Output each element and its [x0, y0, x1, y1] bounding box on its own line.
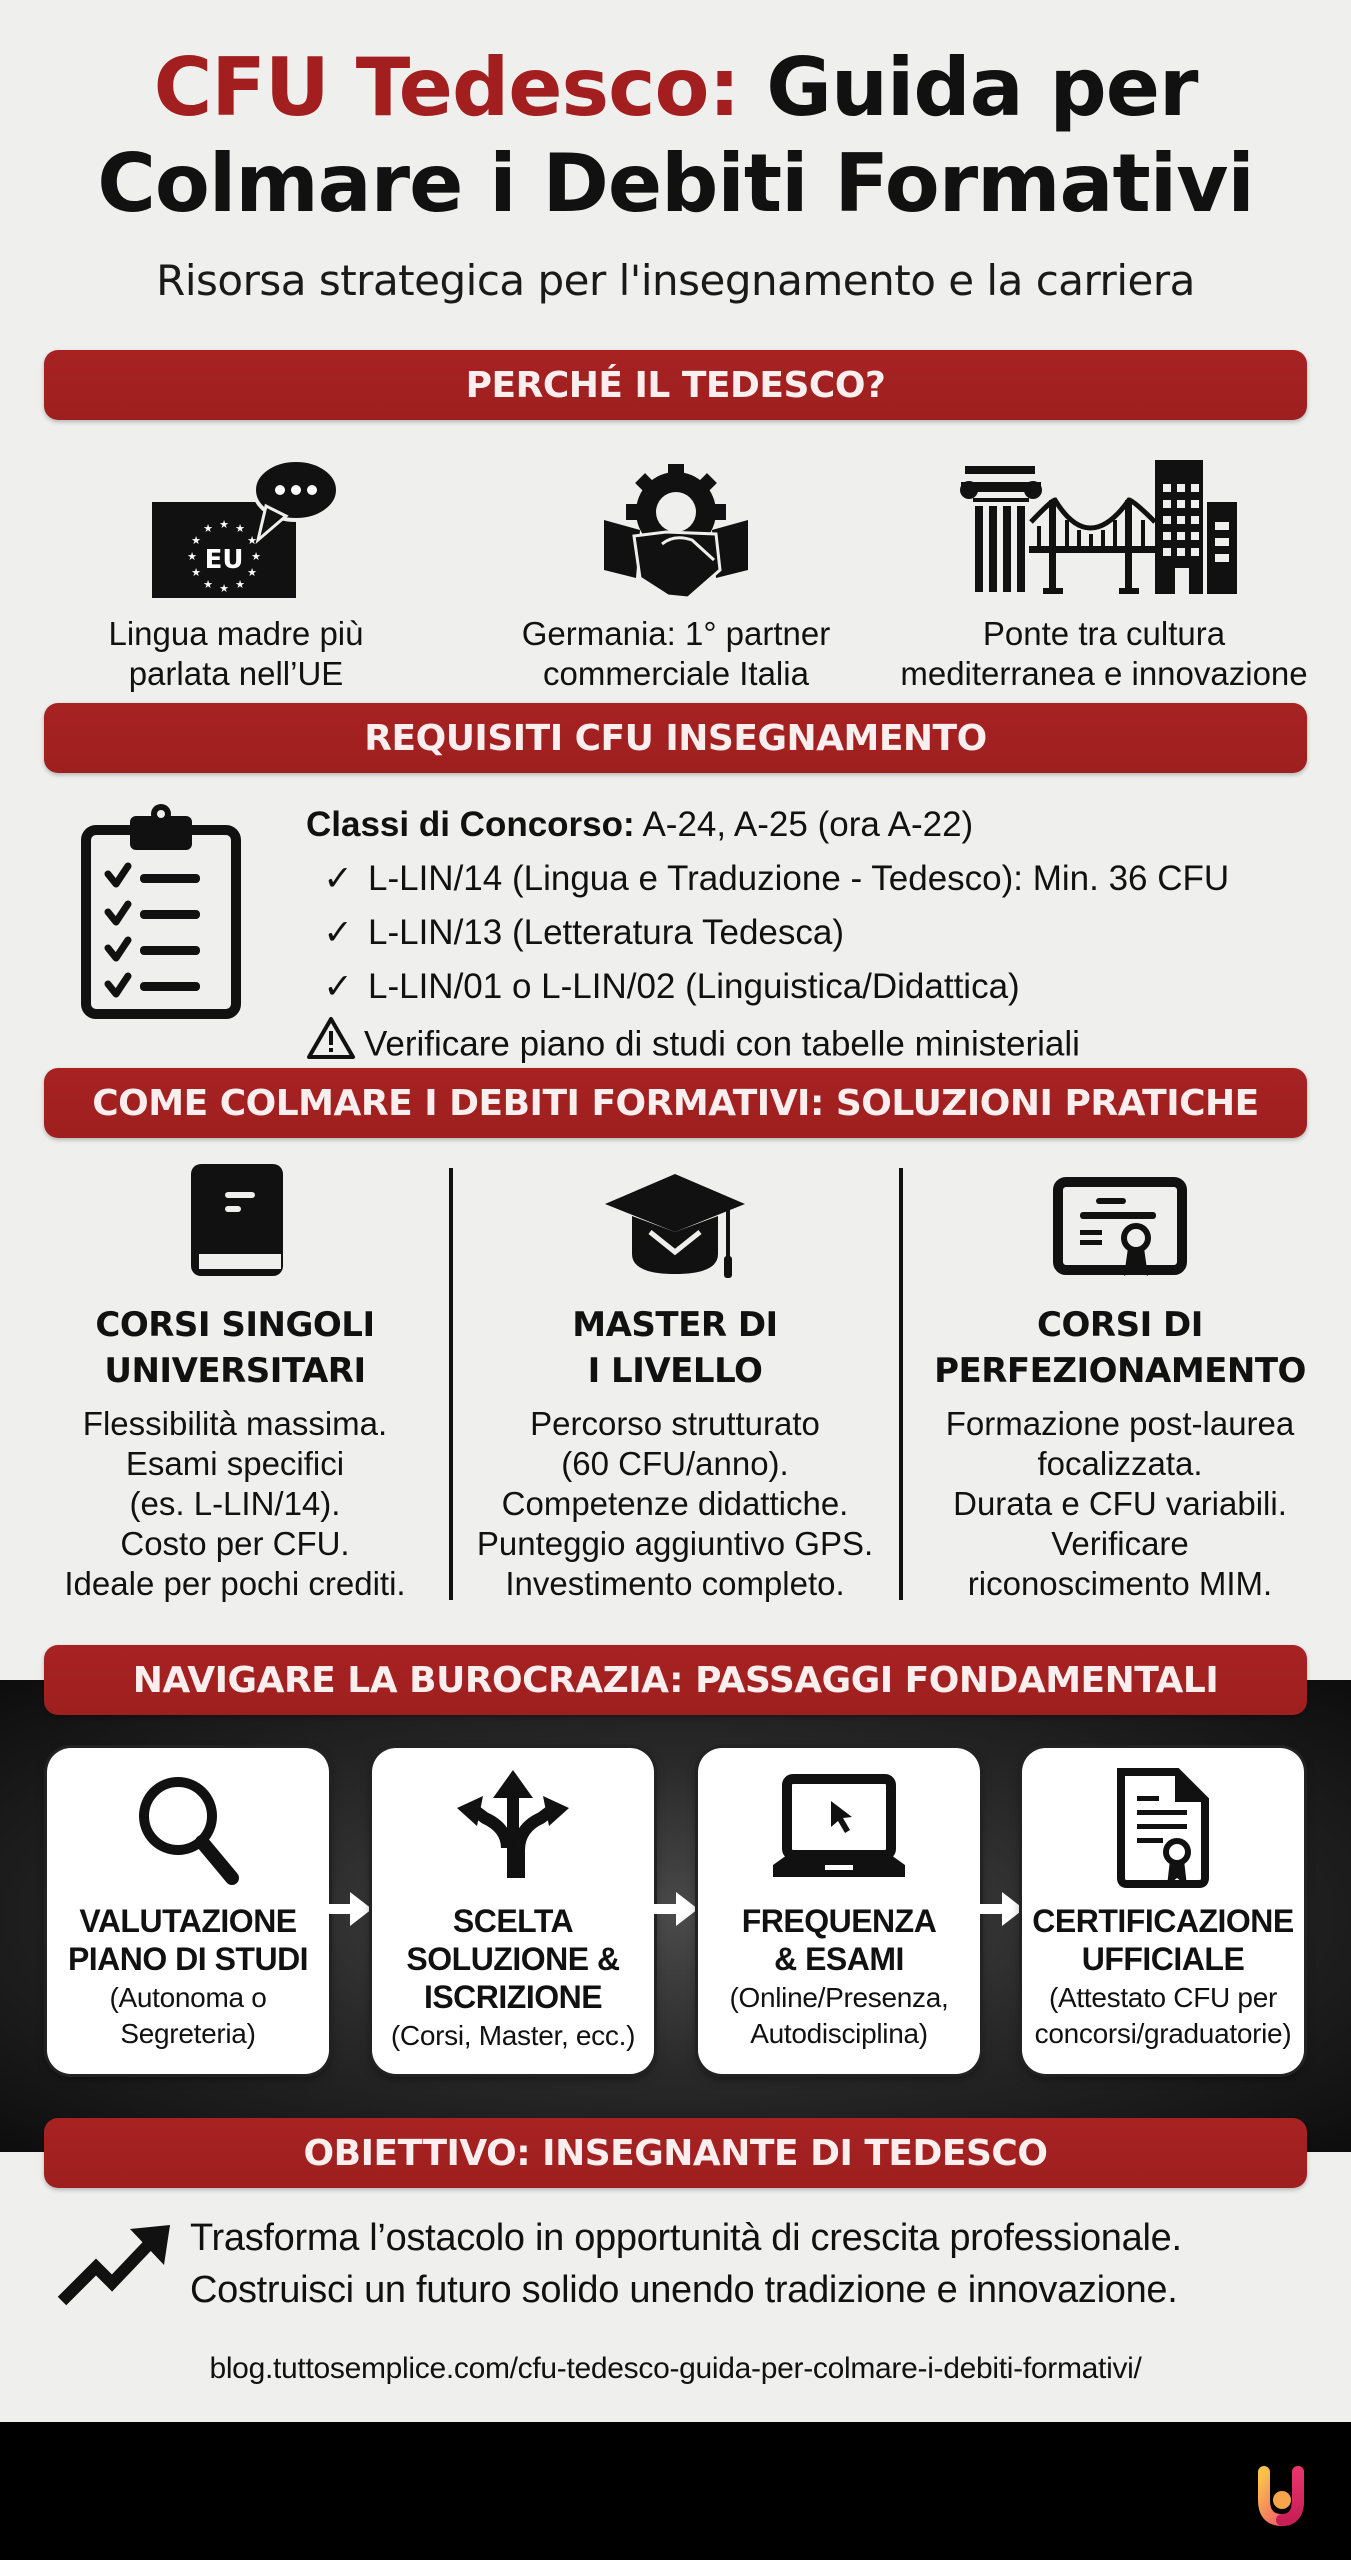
why-item-trade-partner — [456, 440, 896, 694]
column-bridge-city-icon — [884, 440, 1324, 600]
solution-description: Formazione post-laurea focalizzata. Durata e CFU variabili. Verificare riconoscimento MIM. — [945, 1405, 1295, 1602]
classes-label: Classi di Concorso: — [306, 805, 635, 844]
requirement-item: ✓ L-LIN/01 o L-LIN/02 (Linguistica/Didattica) — [306, 960, 1326, 1014]
banner-goal: OBIETTIVO: INSEGNANTE DI TEDESCO — [44, 2118, 1307, 2188]
title-line-2: Colmare i Debiti Formativi — [97, 137, 1254, 230]
svg-text:★: ★ — [191, 534, 201, 547]
page-title — [0, 40, 1351, 232]
svg-text:★: ★ — [219, 582, 229, 595]
classes-of-competition — [306, 798, 1326, 852]
svg-text:★: ★ — [203, 522, 213, 535]
check-icon: ✓ — [323, 967, 353, 1006]
source-url: blog.tuttosemplice.com/cfu-tedesco-guida-per-colmare-i-debiti-formativi/ — [209, 2352, 1142, 2385]
solution-single-courses: CORSI SINGOLI UNIVERSITARI Flessibilità massima. Esami specifici (es. L-LIN/14). Costo per CFU. Ideale per pochi crediti. — [20, 1160, 450, 1604]
solution-master: MASTER DI I LIVELLO Percorso strutturato (60 CFU/anno). Competenze didattiche. Punteggio aggiuntivo GPS. Investimento completo. — [460, 1160, 890, 1604]
warning-text: Verificare piano di studi con tabelle ministeriali — [364, 1024, 1080, 1064]
why-item-line1: Ponte tra cultura — [982, 615, 1226, 652]
svg-text:EU: EU — [204, 545, 244, 575]
title-rest: Guida per — [739, 41, 1198, 134]
certificate-icon — [905, 1160, 1335, 1280]
why-item-culture-bridge — [884, 440, 1324, 694]
step-attendance-exams: FREQUENZA & ESAMI (Online/Presenza, Autodisciplina) — [698, 1748, 980, 2074]
document-certificate-icon — [1022, 1748, 1304, 1888]
banner-bureaucracy: NAVIGARE LA BUROCRAZIA: PASSAGGI FONDAMENTALI — [44, 1645, 1307, 1715]
page-subtitle: Risorsa strategica per l'insegnamento e la carriera — [156, 256, 1195, 305]
svg-text:★: ★ — [235, 522, 245, 535]
svg-text:★: ★ — [219, 518, 229, 531]
eu-flag-speech-icon — [16, 440, 456, 600]
handshake-gear-icon — [456, 440, 896, 600]
svg-text:★: ★ — [187, 550, 197, 563]
step-choice-enrollment: SCELTA SOLUZIONE & ISCRIZIONE (Corsi, Master, ecc.) — [372, 1748, 654, 2074]
solution-description: Percorso strutturato (60 CFU/anno). Competenze didattiche. Punteggio aggiuntivo GPS. Investimento completo. — [476, 1405, 874, 1602]
svg-text:★: ★ — [251, 550, 261, 563]
banner-solutions: COME COLMARE I DEBITI FORMATIVI: SOLUZIONI PRATICHE — [44, 1068, 1307, 1138]
arrow-right-icon — [652, 1892, 698, 1926]
step-certification: CERTIFICAZIONE UFFICIALE (Attestato CFU per concorsi/graduatorie) — [1022, 1748, 1304, 2074]
svg-text:★: ★ — [235, 578, 245, 591]
graduation-cap-icon — [460, 1160, 890, 1280]
book-icon — [20, 1160, 450, 1280]
svg-text:★: ★ — [247, 566, 257, 579]
goal-text: Trasforma l’ostacolo in opportunità di crescita professionale. Costruisci un futuro solido unendo tradizione e innovazione. — [190, 2217, 1182, 2311]
why-item-line1: Lingua madre più — [108, 615, 364, 652]
clipboard-checklist-icon — [80, 800, 246, 1025]
banner-requirements: REQUISITI CFU INSEGNAMENTO — [44, 703, 1307, 773]
trending-up-arrow-icon — [56, 2225, 172, 2314]
requirements-list — [306, 798, 1326, 1070]
svg-text:★: ★ — [203, 578, 213, 591]
why-german-section — [0, 440, 1351, 692]
split-arrows-icon — [372, 1748, 654, 1888]
svg-text:★: ★ — [191, 566, 201, 579]
check-icon: ✓ — [323, 913, 353, 952]
magnifier-icon — [47, 1748, 329, 1888]
solution-description: Flessibilità massima. Esami specifici (es. L-LIN/14). Costo per CFU. Ideale per pochi crediti. — [64, 1405, 406, 1602]
solutions-section — [0, 1160, 1351, 1610]
why-item-line2: parlata nell’UE — [128, 655, 344, 692]
step-evaluation: VALUTAZIONE PIANO DI STUDI (Autonoma o Segreteria) — [47, 1748, 329, 2074]
classes-value: A-24, A-25 (ora A-22) — [634, 805, 974, 844]
brand-logo-icon — [1252, 2464, 1308, 2531]
title-accent: CFU Tedesco: — [153, 41, 740, 134]
why-item-line1: Germania: 1° partner — [521, 615, 831, 652]
arrow-right-icon — [978, 1892, 1024, 1926]
laptop-cursor-icon — [698, 1748, 980, 1888]
why-item-line2: mediterranea e innovazione — [900, 655, 1308, 692]
footer-bar — [0, 2422, 1351, 2560]
why-item-line2: commerciale Italia — [543, 655, 809, 692]
requirement-item: ✓ L-LIN/13 (Letteratura Tedesca) — [306, 906, 1326, 960]
solution-specialization: CORSI DI PERFEZIONAMENTO Formazione post-laurea focalizzata. Durata e CFU variabili. Verificare riconoscimento MIM. — [905, 1160, 1335, 1604]
svg-text:★: ★ — [247, 534, 257, 547]
warning-icon — [306, 1016, 356, 1076]
why-item-eu-language — [16, 440, 456, 694]
warning-note — [306, 1016, 1326, 1070]
check-icon: ✓ — [323, 859, 353, 898]
arrow-right-icon — [326, 1892, 372, 1926]
banner-why-german: PERCHÉ IL TEDESCO? — [44, 350, 1307, 420]
requirement-item: ✓ L-LIN/14 (Lingua e Traduzione - Tedesco): Min. 36 CFU — [306, 852, 1326, 906]
